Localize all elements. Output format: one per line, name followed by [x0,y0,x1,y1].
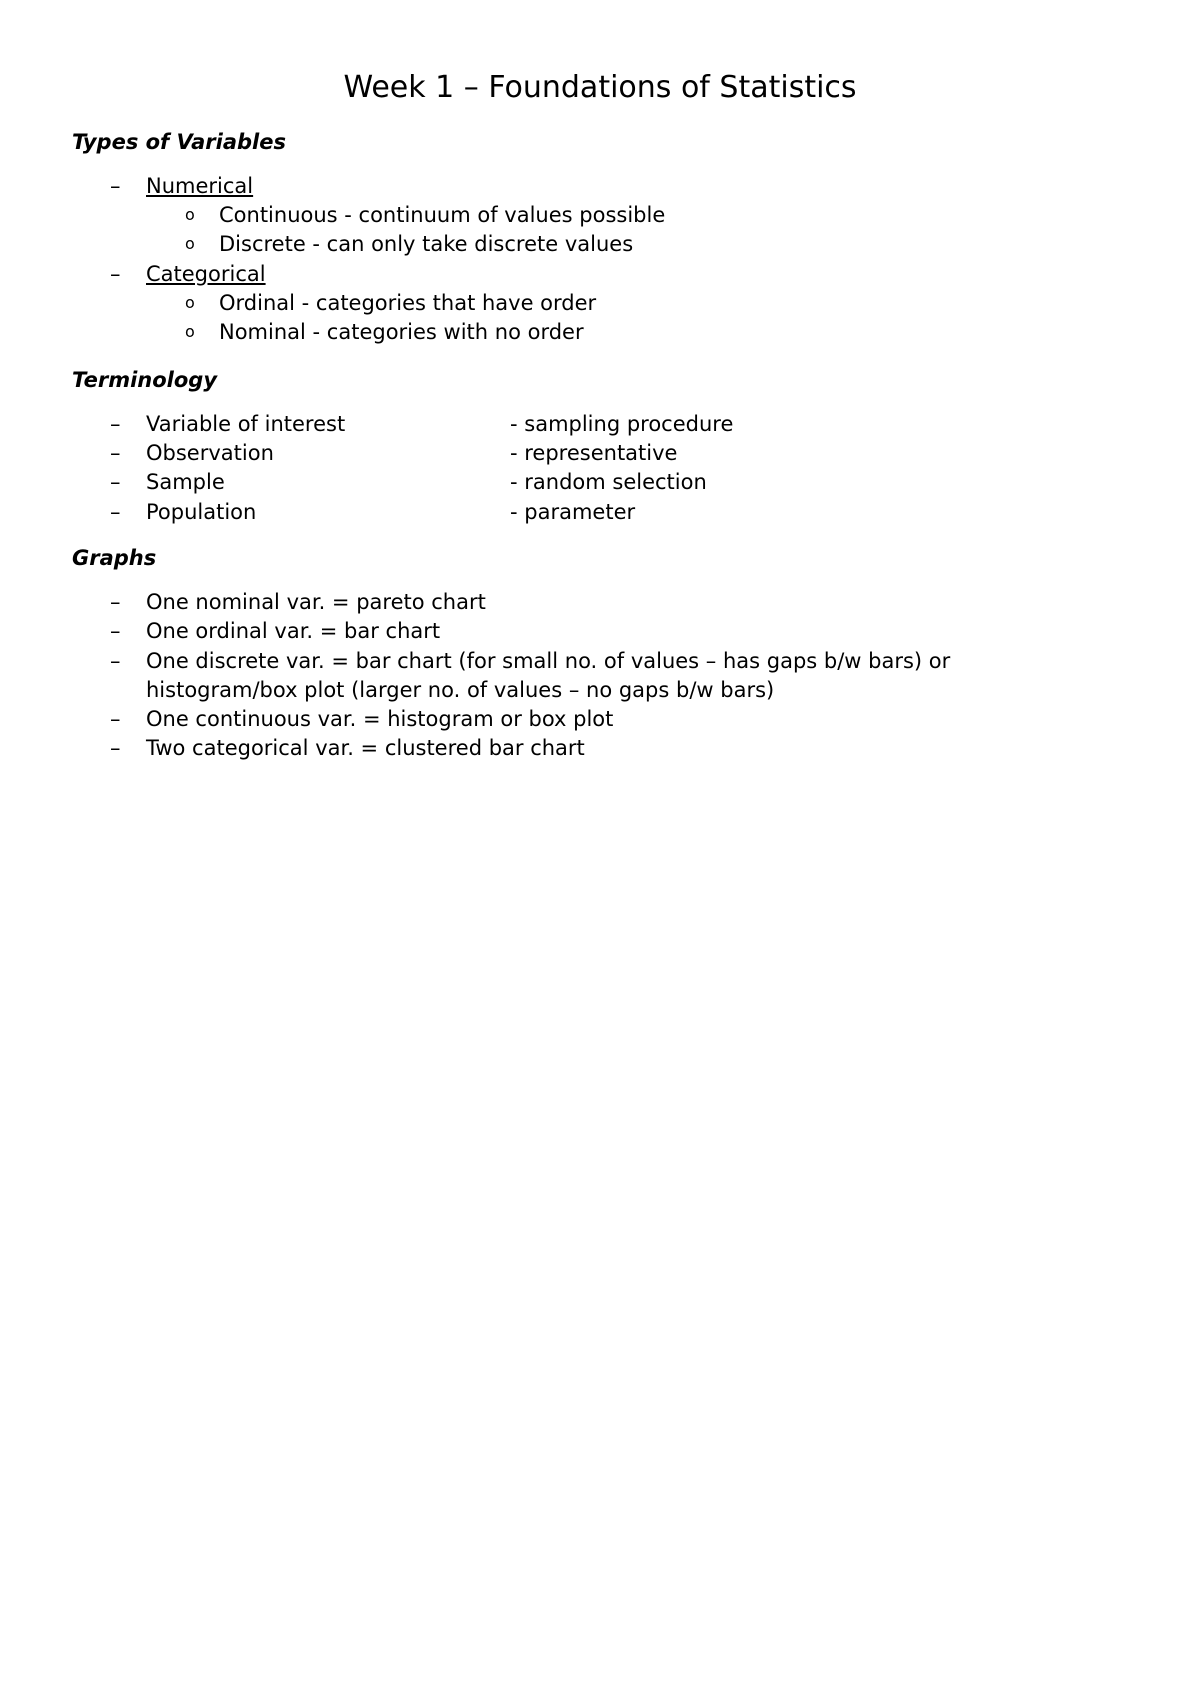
section-heading-types-of-variables: Types of Variables [72,130,286,154]
term-left: Sample [146,470,225,494]
dash-bullet: – [110,500,121,524]
graph-item: One discrete var. = bar chart (for small no. of values – has gaps b/w bars) or [146,649,951,673]
graph-item: One ordinal var. = bar chart [146,619,441,643]
circle-bullet-icon: o [185,322,195,341]
dash-bullet: – [110,174,121,198]
circle-bullet-icon: o [185,293,195,312]
term-left: Variable of interest [146,412,346,436]
dash-bullet: – [110,707,121,731]
list-item-ordinal: Ordinal - categories that have order [219,291,597,315]
list-item-numerical: Numerical [146,174,254,198]
term-left: Population [146,500,257,524]
dash-bullet: – [110,412,121,436]
dash-bullet: – [110,736,121,760]
list-item-categorical: Categorical [146,262,266,286]
list-item-continuous: Continuous - continuum of values possible [219,203,666,227]
circle-bullet-icon: o [185,234,195,253]
graph-item: Two categorical var. = clustered bar chart [146,736,585,760]
dash-bullet: – [110,590,121,614]
dash-bullet: – [110,470,121,494]
graph-item: One continuous var. = histogram or box plot [146,707,614,731]
list-item-nominal: Nominal - categories with no order [219,320,584,344]
dash-bullet: – [110,649,121,673]
term-left: Observation [146,441,274,465]
circle-bullet-icon: o [185,205,195,224]
dash-bullet: – [110,619,121,643]
term-right: - random selection [510,470,707,494]
dash-bullet: – [110,441,121,465]
term-right: - sampling procedure [510,412,734,436]
page-title: Week 1 – Foundations of Statistics [343,70,857,105]
dash-bullet: – [110,262,121,286]
graph-item-continuation: histogram/box plot (larger no. of values – no gaps b/w bars) [146,678,775,702]
term-right: - representative [510,441,678,465]
graph-item: One nominal var. = pareto chart [146,590,486,614]
list-item-discrete: Discrete - can only take discrete values [219,232,634,256]
section-heading-terminology: Terminology [72,368,218,392]
term-right: - parameter [510,500,636,524]
section-heading-graphs: Graphs [72,546,157,570]
